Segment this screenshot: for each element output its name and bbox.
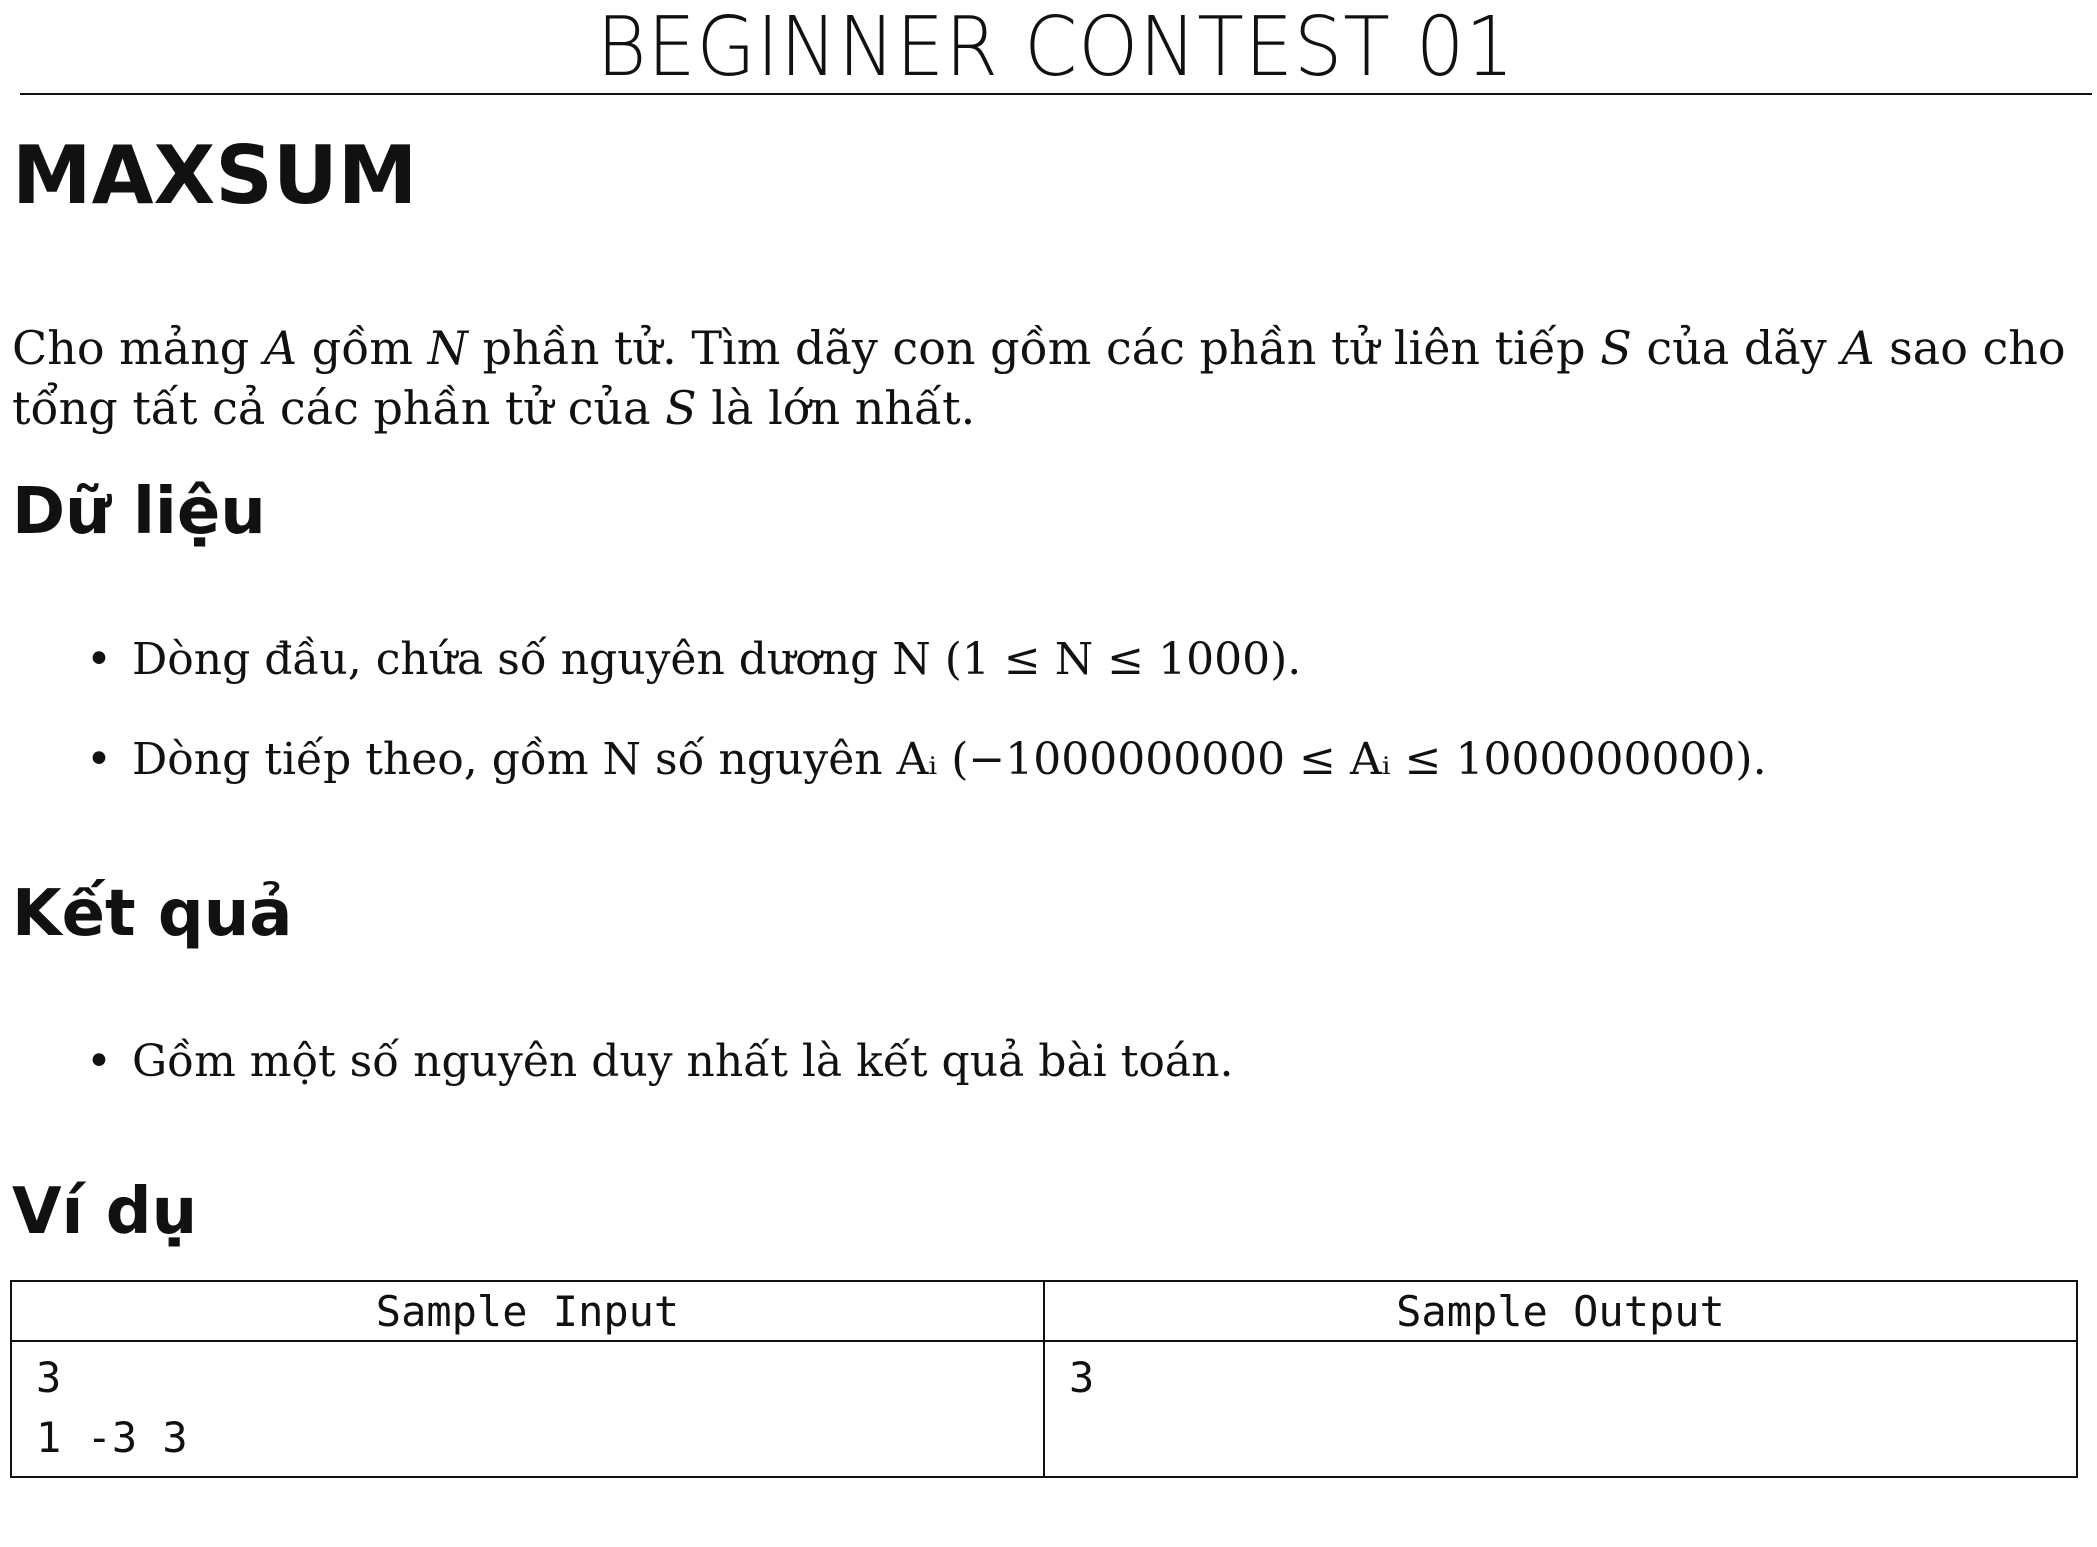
math-var: S: [665, 381, 697, 435]
math-var: A: [263, 321, 298, 375]
math-var: A: [1841, 321, 1875, 375]
example-heading: Ví dụ: [12, 1175, 198, 1249]
sample-input-cell: 3 1 -3 3: [11, 1341, 1044, 1477]
sample-output-cell: 3: [1044, 1341, 2077, 1477]
problem-statement: Cho mảng A gồm N phần tử. Tìm dãy con gồm các phần tử liên tiếp S của dãy A sao cho tổng tất cả các phần tử của S là lớn nhất.: [12, 321, 2066, 435]
input-list: [80, 632, 1767, 788]
sample-input-header: Sample Input: [11, 1281, 1044, 1341]
output-list: [80, 1034, 1233, 1090]
list-item: • Dòng tiếp theo, gồm N số nguyên Aᵢ (−1000000000 ≤ Aᵢ ≤ 1000000000).: [80, 732, 1767, 788]
list-item: • Dòng đầu, chứa số nguyên dương N (1 ≤ N ≤ 1000).: [80, 632, 1767, 688]
math-var: N: [427, 321, 468, 375]
bullet-icon: •: [86, 634, 112, 685]
output-heading: Kết quả: [12, 877, 293, 951]
problem-title: MAXSUM: [12, 129, 418, 222]
table-row: [11, 1341, 2077, 1477]
input-heading: Dữ liệu: [12, 475, 266, 549]
contest-title: BEGINNER CONTEST 01: [596, 0, 1516, 95]
bullet-icon: •: [86, 734, 112, 785]
list-item: • Gồm một số nguyên duy nhất là kết quả bài toán.: [80, 1034, 1233, 1090]
sample-output-header: Sample Output: [1044, 1281, 2077, 1341]
contest-header: [20, 0, 2092, 95]
table-header-row: [11, 1281, 2077, 1341]
math-var: S: [1600, 321, 1632, 375]
sample-table: [10, 1280, 2078, 1478]
bullet-icon: •: [86, 1036, 112, 1087]
